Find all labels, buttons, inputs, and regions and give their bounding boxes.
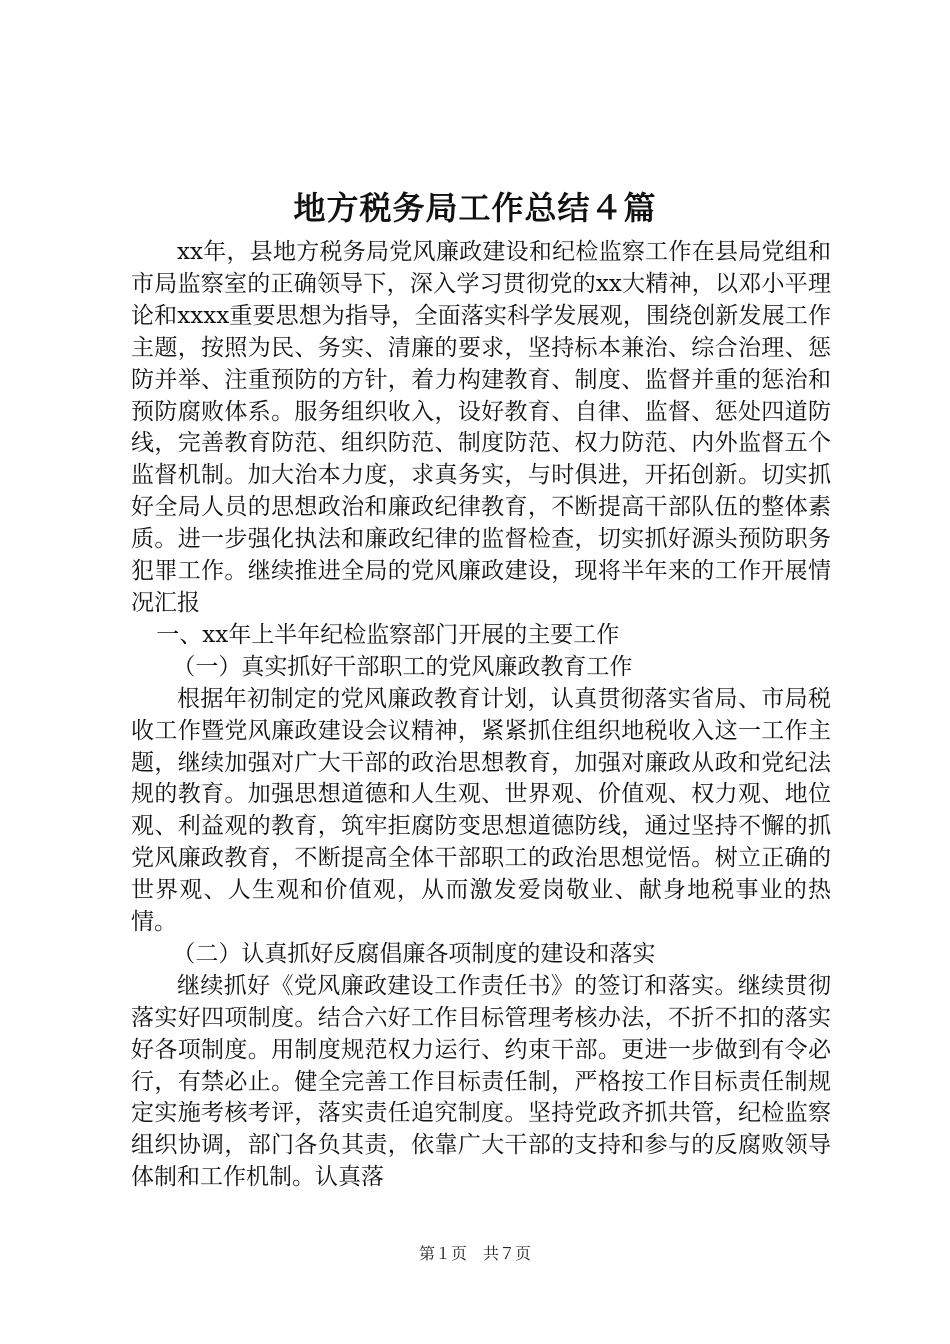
paragraph-education: 根据年初制定的党风廉政教育计划，认真贯彻落实省局、市局税收工作暨党风廉政建设会议精神，紧紧抓住组织地税收入这一工作主题，继续加强对广大干部的政治思想教育，加强对廉政从政和党纪法规的教育。加强思想道德和人生观、世界观、价值观、权力观、地位观、利益观的教育，筑牢拒腐防变思想道德防线，通过坚持不懈的抓党风廉政教育，不断提高全体干部职工的政治思想觉悟。树立正确的世界观、人生观和价值观，从而激发爱岗敬业、献身地税事业的热情。 (131, 685, 831, 936)
subsection-heading-1: （一）真实抓好干部职工的党风廉政教育工作 (172, 653, 633, 680)
paragraph-system: 继续抓好《党风廉政建设工作责任书》的签订和落实。继续贯彻落实好四项制度。结合六好工作目标管理考核办法，不折不扣的落实好各项制度。用制度规范权力运行、约束干部。更进一步做到有令必行，有禁必止。健全完善工作目标责任制，严格按工作目标责任制规定实施考核考评，落实责任追究制度。坚持党政齐抓共管，纪检监察组织协调，部门各负其责，依靠广大干部的支持和参与的反腐败领导体制和工作机制。认真落 (131, 972, 831, 1191)
page-number-footer: 第１页 共７页 (418, 1244, 531, 1263)
document-body (131, 237, 831, 1194)
paragraph-intro: xx年，县地方税务局党风廉政建设和纪检监察工作在县局党组和市局监察室的正确领导下，深入学习贯彻党的xx大精神，以邓小平理论和xxxx重要思想为指导，全面落实科学发展观，围绕创新发展工作主题，按照为民、务实、清廉的要求，坚持标本兼治、综合治理、惩防并举、注重预防的方针，着力构建教育、制度、监督并重的惩治和预防腐败体系。服务组织收入，设好教育、自律、监督、惩处四道防线，完善教育防范、组织防范、制度防范、权力防范、内外监督五个监督机制。加大治本力度，求真务实，与时俱进，开拓创新。切实抓好全局人员的思想政治和廉政纪律教育，不断提高干部队伍的整体素质。进一步强化执法和廉政纪律的监督检查，切实抓好源头预防职务犯罪工作。继续推进全局的党风廉政建设，现将半年来的工作开展情况汇报 (131, 239, 831, 616)
subsection-heading-2: （二）认真抓好反腐倡廉各项制度的建设和落实 (172, 940, 656, 967)
document-title: 地方税务局工作总结４篇 (293, 189, 657, 227)
section-heading: 一、xx年上半年纪检监察部门开展的主要工作 (156, 621, 620, 648)
